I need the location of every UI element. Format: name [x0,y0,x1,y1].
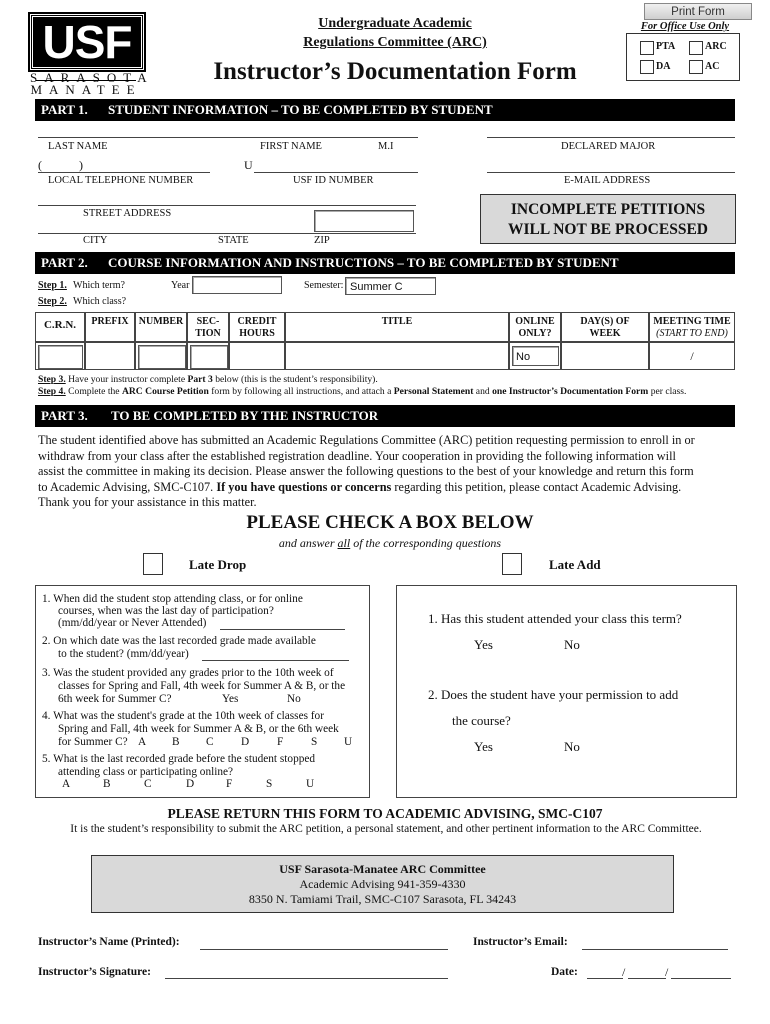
part2-title: COURSE INFORMATION AND INSTRUCTIONS – TO BE COMPLETED BY STUDENT [108,255,619,270]
crn-input[interactable] [38,345,83,369]
part3-title: TO BE COMPLETED BY THE INSTRUCTOR [111,408,379,423]
section-header-line2: TION [195,328,221,339]
city-label: CITY [83,235,108,246]
office-use-heading: For Office Use Only [640,21,730,32]
days-header-line2: WEEK [589,328,621,339]
days-header [561,312,649,342]
drop-q5-grade-d[interactable]: D [186,778,195,790]
incomplete-petitions-notice [480,194,736,244]
email-line[interactable] [487,172,735,173]
da-checkbox[interactable] [640,60,654,74]
phone-open-paren: ( [38,158,42,172]
date-day-line[interactable] [628,978,666,979]
date-sep-1: / [622,965,626,979]
usf-logo: USF [30,14,144,70]
online-header-line1: ONLINE [515,316,555,327]
check-box-heading: PLEASE CHECK A BOX BELOW [246,512,534,533]
mi-label: M.I [378,141,394,152]
part3-instructions [38,433,738,511]
drop-q4-line3: for Summer C? [58,736,128,748]
instructor-name-line[interactable] [200,949,448,950]
step3-rest: below (this is the student’s responsibility). [212,374,378,385]
add-q2-line1: 2. Does the student have your permission to add [428,687,679,702]
step3-bold: Part 3 [187,374,213,385]
instructor-email-line[interactable] [582,949,728,950]
step4-f: one Instructor’s Documentation Form [492,386,649,397]
drop-q3-line3: 6th week for Summer C? [58,693,172,705]
incomplete-line2: WILL NOT BE PROCESSED [508,221,708,238]
section-header-line1: SEC- [196,316,220,327]
add-q2-yes[interactable]: Yes [474,739,493,754]
usf-id-label: USF ID NUMBER [293,175,374,186]
city-line[interactable] [38,233,416,234]
step3-text: Have your instructor complete [68,374,188,385]
drop-q4-grade-a[interactable]: A [138,736,147,748]
meeting-header-line2: (START TO END) [656,328,728,339]
number-input[interactable] [138,345,186,369]
ac-label: AC [705,61,720,72]
instructions-line1: The student identified above has submitted an Academic Regulations Committee (ARC) petition requesting permission to enroll in or [38,433,695,447]
year-label: Year [171,280,190,291]
instructions-line3: assist the committee in making its decision. Please answer the following questions to the best of your knowledge and return this form [38,464,694,478]
instructor-email-label: Instructor’s Email: [473,936,568,948]
drop-q5-grade-c[interactable]: C [144,778,152,790]
drop-q4-grade-u[interactable]: U [344,736,353,748]
step2-text: Which class? [73,296,127,307]
header-line2: Regulations Committee (ARC) [303,35,487,50]
drop-q2-line2: to the student? (mm/dd/year) [58,648,189,660]
drop-q5-line1: 5. What is the last recorded grade before the student stopped [42,753,316,765]
drop-q5-grade-f[interactable]: F [226,778,233,790]
form-title: Instructor’s Documentation Form [213,58,577,85]
step4-c: form by following all instructions, and attach a [208,386,394,397]
part2-number: PART 2. [41,255,88,270]
days-header-line1: DAY(S) OF [580,316,630,327]
step4-e: and [473,386,493,397]
drop-q5-grade-s[interactable]: S [266,778,273,790]
year-input[interactable] [192,276,282,294]
incomplete-line1: INCOMPLETE PETITIONS [510,201,706,218]
drop-q1-line1: 1. When did the student stop attending class, or for online [42,593,303,605]
part1-title: STUDENT INFORMATION – TO BE COMPLETED BY STUDENT [108,102,493,117]
arc-label: ARC [705,41,727,52]
check-box-subheading [150,536,630,551]
name-line[interactable] [38,137,418,138]
semester-label: Semester: [304,280,344,291]
zip-label: ZIP [314,235,330,246]
drop-q5-grade-a[interactable]: A [62,778,71,790]
add-q1-yes[interactable]: Yes [474,637,493,652]
step3-label: Step 3. [38,374,66,385]
late-add-checkbox[interactable] [502,553,522,575]
step4 [38,386,686,397]
address-line1: USF Sarasota-Manatee ARC Committee [279,862,486,876]
email-label: E-MAIL ADDRESS [564,175,651,186]
drop-q2-answer-line[interactable] [202,660,349,661]
street-input[interactable] [314,210,414,232]
drop-q5-line2: attending class or participating online? [58,766,234,778]
instructions-line4-bold: If you have questions or concerns [216,479,392,494]
drop-q4-line1: 4. What was the student's grade at the 10th week of classes for [42,710,324,722]
instructor-signature-label: Instructor’s Signature: [38,966,151,978]
logo-manatee: MANATEE [30,82,142,97]
credit-input[interactable] [229,342,285,370]
meeting-header-line1: MEETING TIME [653,316,731,327]
prefix-header: PREFIX [85,312,135,342]
address-line2: Academic Advising 941-359-4330 [299,877,466,891]
meeting-time-input[interactable]: / [649,342,735,370]
date-year-line[interactable] [671,978,731,979]
meeting-time-header [649,312,735,342]
drop-q1-line2: courses, when was the last day of participation? [58,605,274,617]
logo-sarasota: SARASOTA [30,70,154,85]
instructions-line4 [38,480,738,496]
drop-q2-line1: 2. On which date was the last recorded grade made available [42,635,316,647]
credit-header-line1: CREDIT [237,316,277,327]
prefix-input[interactable] [85,342,135,370]
step1-label: Step 1. [38,280,67,291]
street-line[interactable] [38,205,416,206]
da-label: DA [656,61,671,72]
local-phone-label: LOCAL TELEPHONE NUMBER [48,175,194,186]
major-line[interactable] [487,137,735,138]
online-header [509,312,561,342]
instructions-line2: withdraw from your class after the established registration deadline. Your cooperation in providing the following information will [38,448,676,463]
step4-a: Complete the [68,386,122,397]
drop-q4-grade-s[interactable]: S [311,736,318,748]
number-header: NUMBER [135,312,187,342]
step4-g: per class. [648,386,687,397]
instructor-signature-line[interactable] [165,978,448,979]
phone-line[interactable] [38,172,210,173]
address-line3: 8350 N. Tamiami Trail, SMC-C107 Sarasota, FL 34243 [248,892,517,906]
drop-q4-grade-f[interactable]: F [277,736,284,748]
title-input[interactable] [285,342,509,370]
online-select[interactable]: No [512,346,559,366]
pta-checkbox[interactable] [640,41,654,55]
add-q2-no[interactable]: No [564,739,580,754]
drop-q4-grade-b[interactable]: B [172,736,180,748]
online-header-line2: ONLY? [518,328,552,339]
part2-header [35,252,735,274]
date-month-line[interactable] [587,978,623,979]
section-input[interactable] [190,345,228,369]
street-label: STREET ADDRESS [83,208,172,219]
add-q1-no[interactable]: No [564,637,580,652]
check-sub-b: all [337,536,351,550]
date-label: Date: [551,966,578,978]
step3 [38,374,378,385]
ac-checkbox[interactable] [689,60,703,74]
late-drop-checkbox[interactable] [143,553,163,575]
part1-number: PART 1. [41,102,88,117]
arc-committee-address [91,855,674,913]
date-sep-2: / [665,965,669,979]
usf-id-prefix: U [244,158,253,172]
part3-header [35,405,735,427]
add-q2-line2: the course? [452,713,511,728]
drop-q5-grade-u[interactable]: U [306,778,315,790]
check-sub-a: and answer [278,536,338,550]
responsibility-note: It is the student’s responsibility to submit the ARC petition, a personal statement, and other pertinent information to the ARC Committee. [70,823,702,835]
instructions-line4-c: regarding this petition, please contact Academic Advising. [391,479,682,494]
drop-q4-line2: Spring and Fall, 4th week for Summer A & B, or the 6th week [58,723,339,735]
state-label: STATE [218,235,249,246]
instructions-line4-a: to Academic Advising, SMC-C107. [38,479,217,494]
step4-label: Step 4. [38,386,66,397]
semester-select[interactable]: Summer C [345,277,436,295]
arc-checkbox[interactable] [689,41,703,55]
drop-q3-no[interactable]: No [287,693,301,705]
declared-major-label: DECLARED MAJOR [561,141,656,152]
step4-d: Personal Statement [393,386,474,397]
check-sub-c: of the corresponding questions [350,536,502,550]
return-instructions: PLEASE RETURN THIS FORM TO ACADEMIC ADVISING, SMC-C107 [167,806,603,821]
drop-q1-answer-line[interactable] [220,629,345,630]
step1-text: Which term? [73,280,125,291]
drop-q3-yes[interactable]: Yes [222,693,239,705]
drop-q3-line2: classes for Spring and Fall, 4th week for Summer A & B, or the [58,680,346,692]
instructions-line5: Thank you for your assistance in this matter. [38,495,257,509]
usf-id-line[interactable] [254,172,418,173]
pta-label: PTA [656,41,676,52]
step2-label: Step 2. [38,296,67,307]
days-input[interactable] [561,342,649,370]
step4-b: ARC Course Petition [121,386,209,397]
credit-header-line2: HOURS [239,328,275,339]
instructor-name-label: Instructor’s Name (Printed): [38,936,180,948]
header-line1: Undergraduate Academic [318,16,472,31]
first-name-label: FIRST NAME [260,141,322,152]
drop-q1-line3: (mm/dd/year or Never Attended) [58,617,207,629]
late-add-label: Late Add [549,557,601,572]
drop-q5-grade-b[interactable]: B [103,778,111,790]
print-form-button[interactable]: Print Form [644,3,752,20]
section-header [187,312,229,342]
phone-close-paren: ) [79,158,83,172]
add-q1: 1. Has this student attended your class this term? [428,611,682,626]
last-name-label: LAST NAME [48,141,108,152]
drop-q4-grade-d[interactable]: D [241,736,250,748]
part3-number: PART 3. [41,408,88,423]
crn-header: C.R.N. [35,312,85,342]
drop-q4-grade-c[interactable]: C [206,736,214,748]
part1-header [35,99,735,121]
title-header: TITLE [285,312,509,342]
credit-header [229,312,285,342]
late-drop-label: Late Drop [189,557,247,572]
drop-q3-line1: 3. Was the student provided any grades prior to the 10th week of [42,667,334,679]
